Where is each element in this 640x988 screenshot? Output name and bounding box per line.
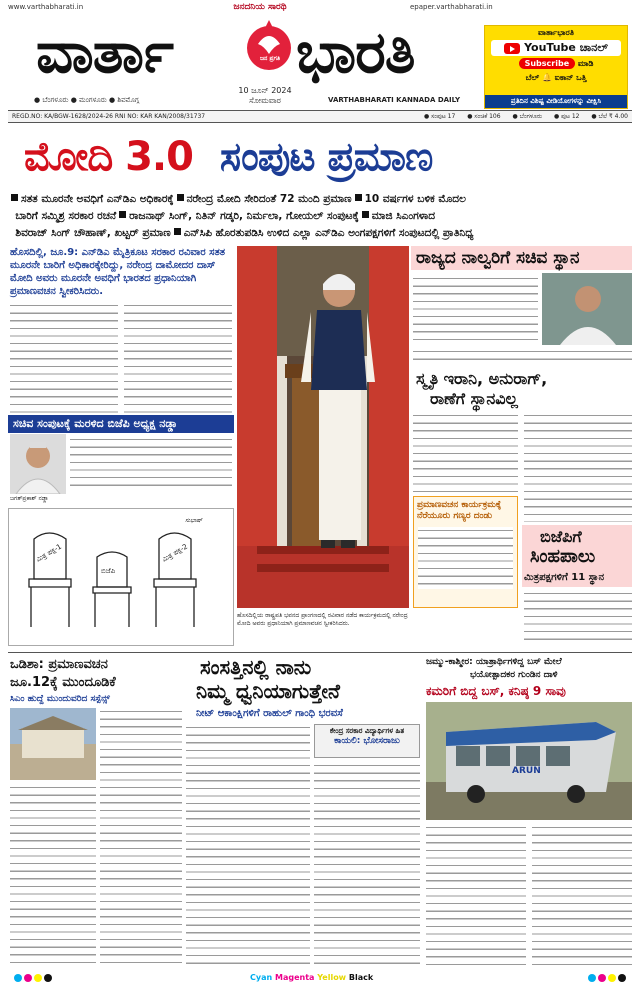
rahul-body bbox=[186, 724, 310, 968]
emblem-text: ಜನ ಪ್ರಗತಿ bbox=[260, 55, 280, 62]
main-headline bbox=[24, 134, 432, 180]
registration-number: REGD.NO: KA/BGW-1628/2024-26 RNI NO: KAR KAN/2008/31737 bbox=[12, 113, 206, 120]
subscribe-suffix: ಮಾಡಿ bbox=[577, 59, 594, 68]
rahul-title2: ನಿಮ್ಮ ಧ್ವನಿಯಾಗುತ್ತೇನೆ bbox=[196, 679, 340, 703]
color-key bbox=[250, 973, 373, 982]
nadda-story-body bbox=[70, 436, 232, 488]
registration-bar bbox=[8, 110, 632, 123]
cartoon bbox=[8, 508, 234, 646]
youtube-logo bbox=[491, 40, 621, 56]
cartoon-chair2-label: ಮಿತ್ರ ಪಕ್ಷ-2 bbox=[160, 542, 190, 564]
bullet-row: ಬಾರಿಗೆ ಸಮ್ಮಿಶ್ರ ಸರಕಾರ ರಚನೆ ರಾಜನಾಥ್ ಸಿಂಗ್, ನಿತಿನ್ ಗಡ್ಕರಿ, ನಿರ್ಮಲಾ, ಗೋಯಲ್ ಸಂಪುಟಕ್ಕೆ ಮಾಜಿ ಸಿಎಂಗಳಾದ bbox=[15, 210, 436, 222]
headline-part1: ಮೋದಿ 3.0 bbox=[24, 134, 193, 180]
state-ministers-title: ರಾಜ್ಯದ ನಾಲ್ವರಿಗೆ ಸಚಿವ ಸ್ಥಾನ bbox=[416, 248, 580, 268]
oath-guests-box bbox=[413, 496, 518, 608]
headline-bullets bbox=[8, 191, 632, 242]
edition-city: ● ಬೆಂಗಳೂರು bbox=[512, 112, 543, 120]
registration-mark-cyan bbox=[14, 974, 22, 982]
edition-cities: ● ಬೆಂಗಳೂರು ● ಮಂಗಳೂರು ● ಶಿವಮೊಗ್ಗ bbox=[34, 96, 140, 104]
state-ministers-body2 bbox=[413, 348, 632, 364]
brand-right: ಭಾರತಿ bbox=[296, 18, 415, 86]
subscribe-button[interactable]: Subscribe bbox=[519, 58, 576, 69]
issue-date: 10 ಜೂನ್ 2024 bbox=[238, 86, 292, 95]
brand-left: ವಾರ್ತಾ bbox=[36, 18, 173, 86]
odisha-body-col2 bbox=[100, 708, 182, 968]
kayal-body bbox=[314, 762, 420, 968]
smriti-body-col1 bbox=[413, 412, 518, 492]
rahul-subtitle: ನೀಟ್ ಆಕಾಂಕ್ಷಿಗಳಿಗೆ ರಾಹುಲ್ ಗಾಂಧಿ ಭರವಸೆ bbox=[196, 708, 343, 719]
bullet-row: ಶಿವರಾಜ್ ಸಿಂಗ್ ಚೌಹಾಣ್, ಖಟ್ಟರ್ ಪ್ರಮಾಣ ಎನ್‌ಸಿಪಿ ಹೊರತುಪಡಿಸಿ ಉಳಿದ ಎಲ್ಲಾ ಎನ್‌ಡಿಎ ಅಂಗಪಕ್ಷಗಳಿಗೆ ಸಂಪುಟದಲ್ಲಿ ಪ್ರಾತಿನಿಧ್ಯ bbox=[15, 227, 474, 239]
nadda-caption: ಜಗತ್‌ಪ್ರಕಾಶ್ ನಡ್ಡಾ bbox=[10, 495, 49, 502]
registration-mark-cyan bbox=[588, 974, 596, 982]
photo-caption: ಹೊಸದಿಲ್ಲಿಯ ರಾಷ್ಟ್ರಪತಿ ಭವನದ ಪ್ರಾಂಗಣದಲ್ಲಿ ರವಿವಾರ ನಡೆದ ಕಾರ್ಯಕ್ರಮದಲ್ಲಿ ನರೇಂದ್ರ ಮೋದಿ ಅವರು ಪ್ರಧಾನಿಯಾಗಿ ಪ್ರಮಾಣವಚನ ಸ್ವೀಕರಿಸಿದರು. bbox=[237, 612, 408, 627]
smriti-title-line1: ಸ್ಮೃತಿ ಇರಾನಿ, ಅನುರಾಗ್, bbox=[416, 369, 548, 388]
issue-day: ಸೋಮವಾರ bbox=[249, 96, 281, 105]
youtube-promo-title: ವಾರ್ತಾಭಾರತಿ bbox=[538, 28, 574, 37]
youtube-strip: ಪ್ರತಿದಿನ ವಿಶಿಷ್ಟ ವೀಡಿಯೋಗಳನ್ನು ವೀಕ್ಷಿಸಿ bbox=[485, 95, 627, 108]
bjp-allies-body bbox=[524, 590, 632, 644]
headline-part2: ಸಂಪುಟ ಪ್ರಮಾಣ bbox=[219, 134, 433, 180]
bus-photo bbox=[426, 702, 632, 820]
state-ministers-body bbox=[413, 275, 538, 345]
lead-story-body-col1 bbox=[10, 302, 118, 414]
odisha-title2: ಜೂ.12ಕ್ಕೆ ಮುಂದೂಡಿಕೆ bbox=[10, 675, 116, 690]
bjp-allies-subtitle: ಮಿತ್ರಪಕ್ಷಗಳಿಗೆ 11 ಸ್ಥಾನ bbox=[524, 572, 605, 583]
jammu-body-col2 bbox=[532, 824, 632, 968]
odisha-body-col1 bbox=[10, 784, 96, 968]
bullet-row: ಸತತ ಮೂರನೇ ಅವಧಿಗೆ ಎನ್‌ಡಿಎ ಅಧಿಕಾರಕ್ಕೆ ನರೇಂದ್ರ ಮೋದಿ ಸೇರಿದಂತೆ 72 ಮಂದಿ ಪ್ರಮಾಣ 10 ವರ್ಷಗಳ ಬಳಿಕ ಮೊದಲ bbox=[8, 191, 632, 208]
epaper-url[interactable]: epaper.varthabharati.in bbox=[410, 3, 493, 11]
issue-number: ● ಸಂಚಿಕೆ 106 bbox=[467, 112, 501, 120]
oath-guests-title: ಪ್ರಮಾಣವಚನ ಕಾರ್ಯಕ್ರಮಕ್ಕೆ ನೆರೆಯೂರು ಗಣ್ಯರ ದಂಡು bbox=[417, 500, 502, 521]
color-key-yellow: Yellow bbox=[317, 973, 347, 982]
registration-mark-yellow bbox=[34, 974, 42, 982]
registration-mark-magenta bbox=[24, 974, 32, 982]
jammu-title3: ಕಮರಿಗೆ ಬಿದ್ದ ಬಸ್, ಕನಿಷ್ಠ 9 ಸಾವು bbox=[426, 684, 566, 698]
website-url[interactable]: www.varthabharati.in bbox=[8, 3, 84, 11]
cartoon-chair-mid-label: ಬಿಜೆಪಿ bbox=[101, 567, 116, 575]
modi-oath-photo bbox=[237, 246, 409, 608]
smriti-title-line2: ರಾಣೆಗೆ ಸ್ಥಾನವಿಲ್ಲ bbox=[430, 389, 518, 408]
youtube-promo[interactable] bbox=[484, 25, 628, 109]
kayal-kicker: ಕೇಂದ್ರ ಸರಕಾರ ವಿದ್ಯಾರ್ಥಿಗಳ ಹಿತ bbox=[329, 727, 405, 735]
youtube-play-icon bbox=[504, 43, 520, 54]
color-key-cyan: Cyan bbox=[250, 973, 273, 982]
lead-story-body-col2 bbox=[124, 302, 232, 414]
cartoon-chair1-label: ಮಿತ್ರ ಪಕ್ಷ-1 bbox=[34, 542, 64, 564]
registration-mark-yellow bbox=[608, 974, 616, 982]
youtube-channel-label: YouTube ಚಾನಲ್ bbox=[524, 41, 608, 54]
registration-mark-magenta bbox=[598, 974, 606, 982]
volume: ● ಸಂಪುಟ 17 bbox=[423, 112, 456, 120]
edition-label: VARTHABHARATI KANNADA DAILY bbox=[328, 96, 461, 104]
rahul-title1: ಸಂಸತ್ತಿನಲ್ಲಿ ನಾನು bbox=[200, 655, 312, 679]
odisha-title1: ಒಡಿಶಾ: ಪ್ರಮಾಣವಚನ bbox=[10, 657, 108, 672]
emblem-icon bbox=[244, 16, 294, 78]
price: ● ಬೆಲೆ ₹ 4.00 bbox=[591, 112, 628, 120]
jammu-title1: ಜಮ್ಮು-ಕಾಶ್ಮೀರ: ಯಾತ್ರಾರ್ಥಿಗಳಿದ್ದ ಬಸ್ ಮೇಲೆ bbox=[426, 657, 562, 667]
registration-mark-black bbox=[44, 974, 52, 982]
bell-instruction: ಬೆಲ್ 🔔 ಐಕಾನ್ ಒತ್ತಿ bbox=[525, 73, 587, 82]
section-divider bbox=[8, 652, 632, 653]
lead-paragraph: ಹೊಸದಿಲ್ಲಿ, ಜೂ.9: ಎನ್‌ಡಿಎ ಮೈತ್ರಿಕೂಟ ಸರಕಾರ ರವಿವಾರ ಸತತ ಮೂರನೇ ಬಾರಿಗೆ ಅಧಿಕಾರಕ್ಕೇರಿದ್ದು, ನರೇಂದ್ರ ದಾಮೋದರ ದಾಸ್ ಮೋದಿ ಅವರು ಮೂರನೇ ಅವಧಿಗೆ ಭಾರತದ ಪ್ರಧಾನಿಯಾಗಿ ಪ್ರಮಾಣವಚನ ಸ್ವೀಕರಿಸಿದರು. bbox=[10, 247, 226, 297]
nadda-box-title: ಸಚಿವ ಸಂಪುಟಕ್ಕೆ ಮರಳಿದ ಬಿಜೆಪಿ ಅಧ್ಯಕ್ಷ ನಡ್ಡಾ bbox=[8, 415, 234, 433]
page-count: ● ಪುಟ 12 bbox=[553, 112, 580, 120]
jammu-body-col1 bbox=[426, 824, 526, 968]
bus-label: ARUN bbox=[512, 766, 541, 776]
odisha-photo bbox=[10, 708, 96, 780]
kayal-title: ಕಾಯಲಿ: ಭೋಸರಾಜು bbox=[334, 736, 400, 746]
color-key-black: Black bbox=[348, 973, 374, 982]
bjp-allies-title1: ಬಿಜೆಪಿಗೆ bbox=[540, 527, 582, 546]
odisha-subtitle: ಸಿಎಂ ಹುದ್ದೆ ಮುಂದುವರಿದ ಸಸ್ಪೆನ್ಸ್ bbox=[10, 694, 110, 704]
bjp-allies-title2: ಸಿಂಹಪಾಲು bbox=[530, 546, 596, 567]
nadda-photo bbox=[10, 434, 66, 494]
jammu-title2: ಭಯೋತ್ಪಾದಕರ ಗುಂಡಿನ ದಾಳಿ bbox=[470, 670, 558, 680]
issue-meta bbox=[414, 113, 628, 121]
minister-photo bbox=[542, 273, 632, 345]
smriti-body-col2 bbox=[524, 412, 632, 522]
tagline: ಜನದನಿಯ ಸಾರಥಿ bbox=[233, 2, 287, 12]
cartoon-signature: ಸುಭಾಷ್ bbox=[185, 517, 203, 524]
color-key-magenta: Magenta bbox=[274, 973, 315, 982]
kayal-box bbox=[314, 724, 420, 758]
registration-mark-black bbox=[618, 974, 626, 982]
